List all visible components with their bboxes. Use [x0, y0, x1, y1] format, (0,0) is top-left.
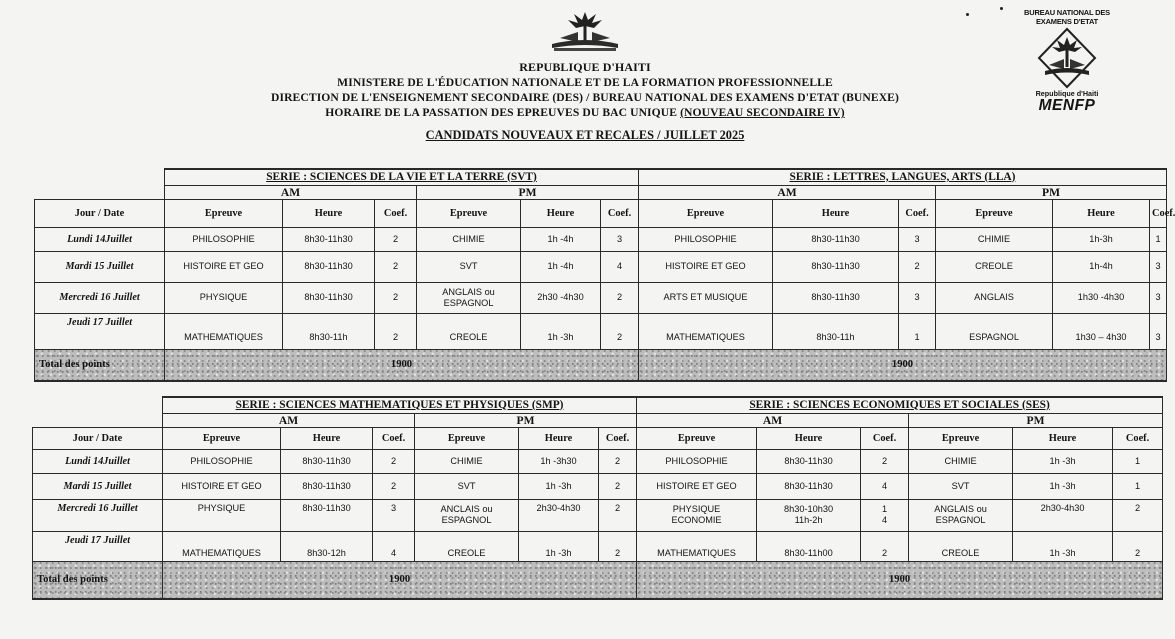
epreuve-cell: PHILOSOPHIE	[639, 227, 773, 251]
epreuve-cell: CHIMIE	[936, 227, 1053, 251]
col-header-heure: Heure	[281, 427, 373, 449]
table-row	[35, 313, 1167, 349]
col-header-epreuve: Epreuve	[936, 199, 1053, 227]
epreuve-line: PHYSIQUE	[672, 504, 721, 514]
col-header-coef: Coef.	[601, 199, 639, 227]
epreuve-cell: HISTOIRE ET GEO	[165, 251, 283, 282]
table-row	[35, 282, 1167, 313]
coef-cell: 2	[599, 473, 637, 499]
heure-cell: 8h30-11h30	[283, 227, 375, 251]
direction-line: DIRECTION DE L'ENSEIGNEMENT SECONDAIRE (DES) / BUREAU NATIONAL DES EXAMENS D'ETAT (BUNEXE)	[271, 91, 899, 104]
pm-header: PM	[909, 413, 1163, 427]
heure-cell: 1h30 -4h30	[1053, 282, 1150, 313]
pm-header: PM	[415, 413, 637, 427]
col-header-coef: Coef.	[1150, 199, 1167, 227]
heure-cell: 2h30-4h30	[1013, 499, 1113, 531]
heure-cell: 8h30-11h30	[283, 251, 375, 282]
table-row	[33, 499, 1163, 531]
stamp-menfp: MENFP	[1038, 97, 1096, 114]
epreuve-cell: ARTS ET MUSIQUE	[639, 282, 773, 313]
heure-cell: 8h30-11h30	[283, 282, 375, 313]
col-header-coef: Coef.	[599, 427, 637, 449]
document-header	[200, 8, 970, 143]
heure-cell: 1h -4h	[521, 251, 601, 282]
col-header-epreuve: Epreuve	[415, 427, 519, 449]
schedule-table-smp-ses	[32, 396, 1163, 600]
total-value-ses: 1900	[637, 561, 1163, 599]
epreuve-cell: PHILOSOPHIE	[163, 449, 281, 473]
heure-cell: 1h -3h30	[519, 449, 599, 473]
coef-cell: 2	[601, 313, 639, 349]
am-header: AM	[637, 413, 909, 427]
coef-cell: 4	[601, 251, 639, 282]
col-header-jour: Jour / Date	[35, 199, 165, 227]
epreuve-cell: SVT	[909, 473, 1013, 499]
heure-cell: 1h -4h	[521, 227, 601, 251]
horaire-line	[200, 105, 970, 120]
schedule-table-svt-lla	[34, 168, 1175, 382]
horaire-text: HORAIRE DE LA PASSATION DES EPREUVES DU BAC UNIQUE	[325, 106, 681, 119]
coef-cell: 2	[599, 531, 637, 561]
coef-cell: 4	[861, 473, 909, 499]
stamp-line-1: BUREAU NATIONAL DES	[1024, 8, 1110, 17]
stamp-emblem-icon	[1035, 27, 1099, 89]
total-value-svt: 1900	[165, 349, 639, 381]
coef-cell: 3	[1150, 251, 1167, 282]
epreuve-cell: HISTOIRE ET GEO	[163, 473, 281, 499]
day-cell: Jeudi 17 Juillet	[33, 531, 163, 561]
horaire-underlined: (NOUVEAU SECONDAIRE IV)	[680, 106, 845, 119]
table-row	[33, 531, 1163, 561]
epreuve-cell: CHIMIE	[415, 449, 519, 473]
epreuve-cell: CREOLE	[417, 313, 521, 349]
col-header-heure: Heure	[773, 199, 899, 227]
epreuve-line: ANCLAIS ou	[440, 504, 493, 514]
coef-cell: 3	[601, 227, 639, 251]
heure-cell: 8h30-11h30	[773, 282, 899, 313]
col-header-heure: Heure	[1013, 427, 1113, 449]
heure-cell: 1h30 – 4h30	[1053, 313, 1150, 349]
blank-corner	[33, 413, 163, 427]
pm-header: PM	[417, 185, 639, 199]
col-header-epreuve: Epreuve	[909, 427, 1013, 449]
heure-cell: 1h -3h	[521, 313, 601, 349]
col-header-heure: Heure	[283, 199, 375, 227]
epreuve-cell: MATHEMATIQUES	[637, 531, 757, 561]
serie-title-lla: SERIE : LETTRES, LANGUES, ARTS (LLA)	[639, 169, 1167, 185]
coef-cell: 2	[861, 449, 909, 473]
coef-cell: 2	[1113, 531, 1163, 561]
coef-cell: 2	[375, 313, 417, 349]
col-header-heure: Heure	[1053, 199, 1150, 227]
col-header-epreuve: Epreuve	[417, 199, 521, 227]
coef-cell: 2	[599, 449, 637, 473]
coef-cell: 1	[1113, 449, 1163, 473]
day-cell: Lundi 14Juillet	[33, 449, 163, 473]
epreuve-cell: HISTOIRE ET GEO	[639, 251, 773, 282]
epreuve-line: ANGLAIS ou	[934, 504, 987, 514]
col-header-heure: Heure	[757, 427, 861, 449]
coef-cell: 2	[861, 531, 909, 561]
epreuve-cell: ESPAGNOL	[936, 313, 1053, 349]
col-header-coef: Coef.	[861, 427, 909, 449]
col-header-coef: Coef.	[373, 427, 415, 449]
coef-cell: 2	[375, 251, 417, 282]
heure-cell: 1h-4h	[1053, 251, 1150, 282]
stamp-republique: Republique d'Haiti	[1035, 89, 1099, 98]
coef-cell: 3	[899, 227, 936, 251]
heure-cell: 8h30-11h30	[773, 251, 899, 282]
epreuve-cell: CHIMIE	[417, 227, 521, 251]
coef-cell: 2	[375, 227, 417, 251]
day-cell: Mardi 15 Juillet	[35, 251, 165, 282]
heure-cell: 8h30-11h30	[757, 449, 861, 473]
epreuve-cell: PHILOSOPHIE	[637, 449, 757, 473]
day-cell: Jeudi 17 Juillet	[35, 313, 165, 349]
col-header-heure: Heure	[521, 199, 601, 227]
total-row	[35, 349, 1167, 381]
am-header: AM	[165, 185, 417, 199]
heure-cell: 1h -3h	[519, 531, 599, 561]
heure-cell: 8h30-11h	[773, 313, 899, 349]
coef-cell: 3	[1150, 313, 1167, 349]
heure-line: 11h-2h	[794, 515, 823, 525]
am-header: AM	[639, 185, 936, 199]
heure-line: 8h30-10h30	[784, 504, 834, 514]
heure-cell: 8h30-11h00	[757, 531, 861, 561]
epreuve-cell	[909, 499, 1013, 531]
coef-cell: 2	[599, 499, 637, 531]
epreuve-cell: CHIMIE	[909, 449, 1013, 473]
coef-cell: 4	[373, 531, 415, 561]
coef-cell: 3	[373, 499, 415, 531]
col-header-epreuve: Epreuve	[165, 199, 283, 227]
am-header: AM	[163, 413, 415, 427]
blank-corner	[33, 397, 163, 413]
epreuve-line: ESPAGNOL	[443, 297, 494, 308]
heure-cell: 2h30 -4h30	[521, 282, 601, 313]
coef-cell: 2	[373, 449, 415, 473]
coef-cell: 2	[601, 282, 639, 313]
total-row	[33, 561, 1163, 599]
heure-cell: 8h30-11h	[283, 313, 375, 349]
heure-cell: 1h -3h	[1013, 449, 1113, 473]
coef-cell	[861, 499, 909, 531]
epreuve-line: ESPAGNOL	[441, 515, 492, 525]
blank-corner	[35, 185, 165, 199]
coef-cell: 2	[375, 282, 417, 313]
col-header-epreuve: Epreuve	[639, 199, 773, 227]
col-header-coef: Coef.	[375, 199, 417, 227]
col-header-jour: Jour / Date	[33, 427, 163, 449]
heure-cell: 1h -3h	[1013, 473, 1113, 499]
epreuve-line: ECONOMIE	[671, 515, 722, 525]
heure-cell: 1h -3h	[519, 473, 599, 499]
epreuve-cell: CREOLE	[936, 251, 1053, 282]
epreuve-cell: PHYSIQUE	[165, 282, 283, 313]
heure-cell: 1h -3h	[1013, 531, 1113, 561]
speck	[1000, 7, 1003, 10]
coef-cell: 2	[373, 473, 415, 499]
coef-cell: 1	[1113, 473, 1163, 499]
epreuve-cell: PHYSIQUE	[163, 499, 281, 531]
epreuve-cell: PHILOSOPHIE	[165, 227, 283, 251]
heure-cell: 1h-3h	[1053, 227, 1150, 251]
table-row	[35, 227, 1167, 251]
total-value-smp: 1900	[163, 561, 637, 599]
day-cell: Mercredi 16 Juillet	[35, 282, 165, 313]
coef-line: 1	[881, 504, 888, 514]
heure-cell: 8h30-11h30	[281, 473, 373, 499]
serie-title-smp: SERIE : SCIENCES MATHEMATIQUES ET PHYSIQUES (SMP)	[163, 397, 637, 413]
epreuve-line: ESPAGNOL	[935, 515, 986, 525]
col-header-heure: Heure	[519, 427, 599, 449]
table-row	[33, 473, 1163, 499]
pm-header: PM	[936, 185, 1167, 199]
coef-cell: 2	[1113, 499, 1163, 531]
coef-cell: 1	[1150, 227, 1167, 251]
coef-line: 4	[881, 515, 888, 525]
epreuve-cell: HISTOIRE ET GEO	[637, 473, 757, 499]
day-cell: Lundi 14Juillet	[35, 227, 165, 251]
heure-cell: 8h30-11h30	[281, 449, 373, 473]
col-header-epreuve: Epreuve	[163, 427, 281, 449]
epreuve-cell	[417, 282, 521, 313]
serie-title-svt: SERIE : SCIENCES DE LA VIE ET LA TERRE (SVT)	[165, 169, 639, 185]
col-header-coef: Coef.	[899, 199, 936, 227]
epreuve-cell: SVT	[415, 473, 519, 499]
total-label: Total des points	[35, 349, 165, 381]
session-title: CANDIDATS NOUVEAUX ET RECALES / JUILLET 2025	[425, 128, 745, 142]
epreuve-cell: MATHEMATIQUES	[165, 313, 283, 349]
epreuve-cell: CREOLE	[909, 531, 1013, 561]
day-cell: Mardi 15 Juillet	[33, 473, 163, 499]
bunexe-stamp	[1008, 8, 1126, 113]
republic-line: REPUBLIQUE D'HAITI	[519, 60, 651, 74]
serie-title-ses: SERIE : SCIENCES ECONOMIQUES ET SOCIALES (SES)	[637, 397, 1163, 413]
table-row	[33, 449, 1163, 473]
epreuve-cell: CREOLE	[415, 531, 519, 561]
stamp-line-2: EXAMENS D'ETAT	[1035, 17, 1099, 26]
day-cell: Mercredi 16 Juillet	[33, 499, 163, 531]
heure-cell	[757, 499, 861, 531]
total-label: Total des points	[33, 561, 163, 599]
col-header-coef: Coef.	[1113, 427, 1163, 449]
table-row	[35, 251, 1167, 282]
heure-cell: 8h30-12h	[281, 531, 373, 561]
epreuve-cell	[415, 499, 519, 531]
epreuve-cell: MATHEMATIQUES	[639, 313, 773, 349]
epreuve-cell: ANGLAIS	[936, 282, 1053, 313]
total-value-lla: 1900	[639, 349, 1167, 381]
heure-cell: 8h30-11h30	[773, 227, 899, 251]
coat-of-arms-icon	[542, 8, 628, 54]
epreuve-cell: SVT	[417, 251, 521, 282]
epreuve-line: ANGLAIS ou	[442, 286, 495, 297]
coef-cell: 1	[899, 313, 936, 349]
blank-corner	[35, 169, 165, 185]
col-header-epreuve: Epreuve	[637, 427, 757, 449]
heure-cell: 2h30-4h30	[519, 499, 599, 531]
coef-cell: 3	[899, 282, 936, 313]
heure-cell: 8h30-11h30	[281, 499, 373, 531]
heure-cell: 8h30-11h30	[757, 473, 861, 499]
coef-cell: 3	[1150, 282, 1167, 313]
epreuve-cell	[637, 499, 757, 531]
epreuve-cell: MATHEMATIQUES	[163, 531, 281, 561]
coef-cell: 2	[899, 251, 936, 282]
ministry-line: MINISTERE DE L'ÉDUCATION NATIONALE ET DE LA FORMATION PROFESSIONNELLE	[337, 76, 833, 89]
